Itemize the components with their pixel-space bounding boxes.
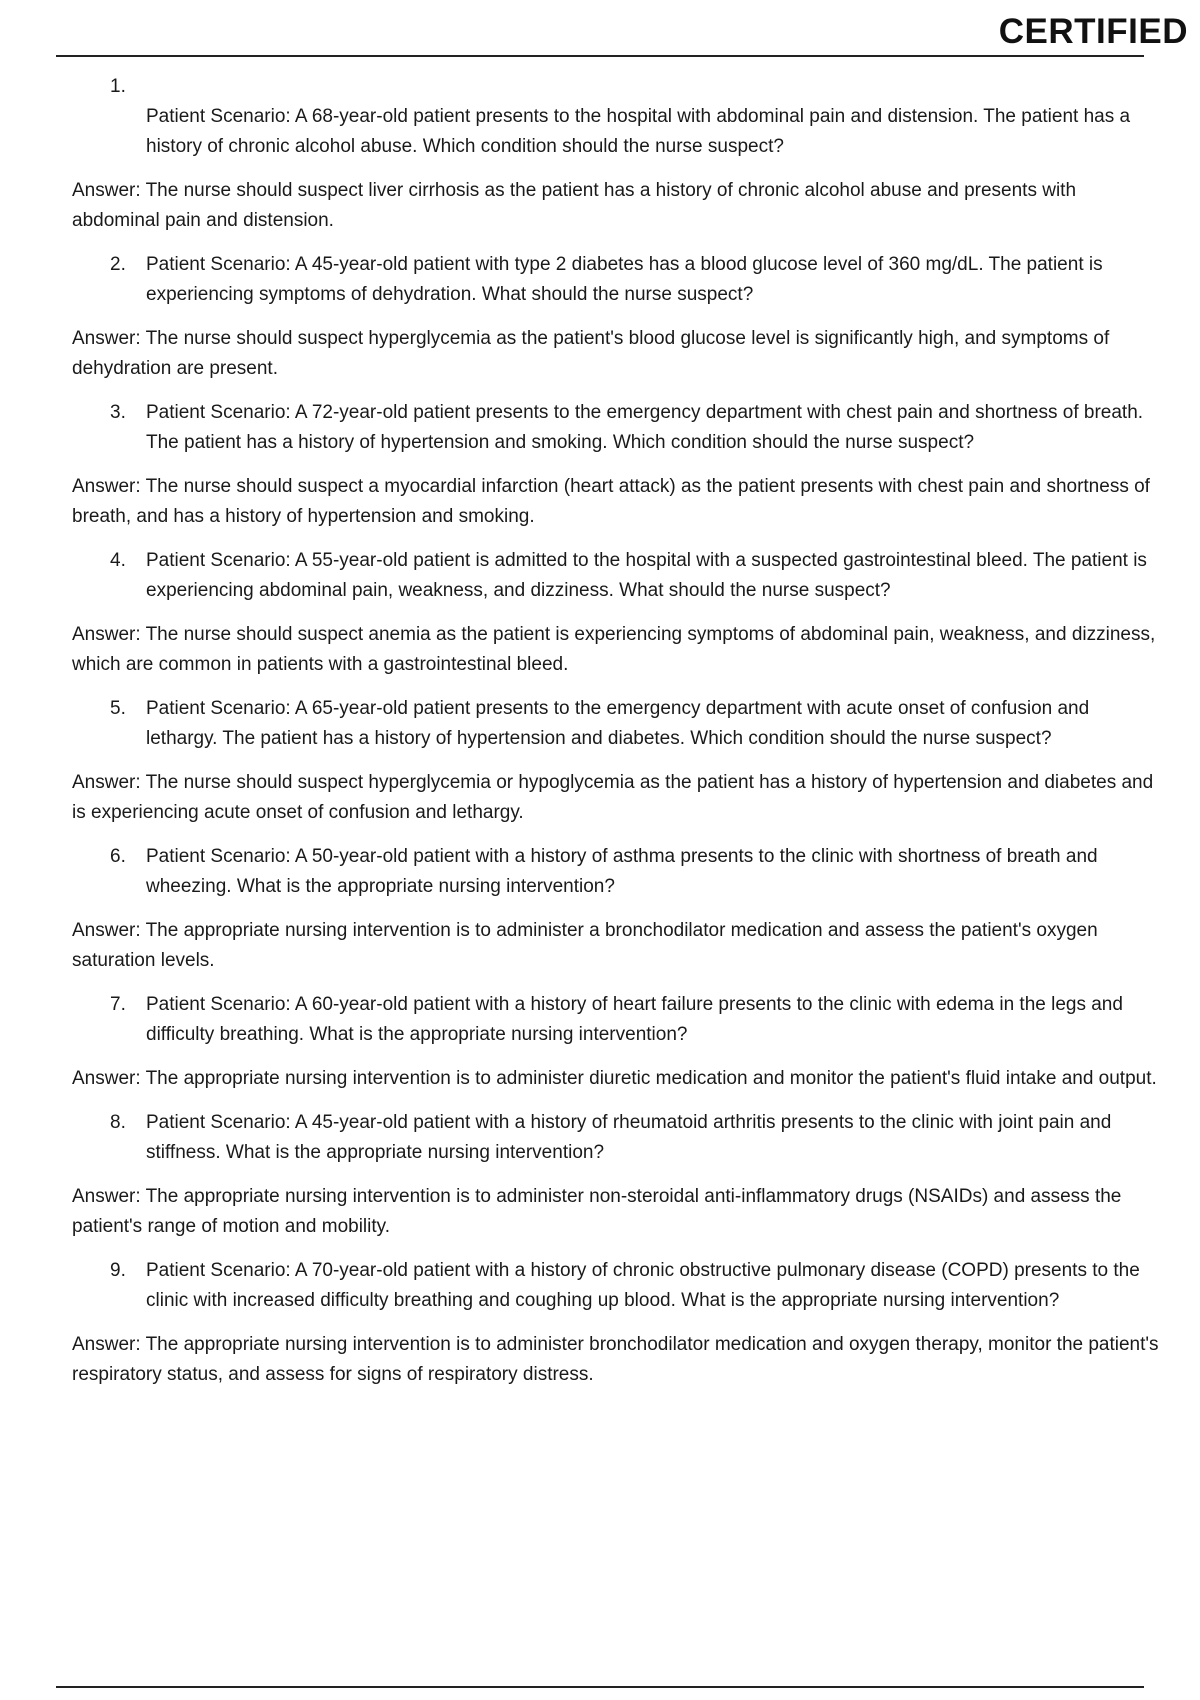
- question-number: 8.: [110, 1112, 126, 1133]
- qa-item-7: [72, 990, 1164, 1094]
- question-4: [72, 546, 1164, 606]
- answer-1: Answer: The nurse should suspect liver cirrhosis as the patient has a history of chronic alcohol abuse and presents with abdominal pain and distension.: [72, 180, 1077, 231]
- question-text: Patient Scenario: A 60-year-old patient with a history of heart failure presents to the clinic with edema in the legs and difficulty breathing. What is the appropriate nursing intervention?: [146, 994, 1123, 1045]
- question-number: 4.: [110, 550, 126, 571]
- answer-6: Answer: The appropriate nursing intervention is to administer a bronchodilator medication and assess the patient's oxygen saturation levels.: [72, 920, 1098, 971]
- question-text: Patient Scenario: A 68-year-old patient presents to the hospital with abdominal pain and distension. The patient has a history of chronic alcohol abuse. Which condition should the nurse suspect?: [146, 106, 1131, 157]
- question-8: [72, 1108, 1164, 1168]
- question-text: Patient Scenario: A 50-year-old patient with a history of asthma presents to the clinic with shortness of breath and wheezing. What is the appropriate nursing intervention?: [146, 846, 1098, 897]
- qa-item-2: [72, 250, 1164, 384]
- answer-9: Answer: The appropriate nursing intervention is to administer bronchodilator medication and oxygen therapy, monitor the patient's respiratory status, and assess for signs of respiratory distress.: [72, 1334, 1159, 1385]
- answer-3: Answer: The nurse should suspect a myocardial infarction (heart attack) as the patient presents with chest pain and shortness of breath, and has a history of hypertension and smoking.: [72, 476, 1150, 527]
- answer-7: Answer: The appropriate nursing intervention is to administer diuretic medication and monitor the patient's fluid intake and output.: [72, 1068, 1157, 1089]
- qa-item-1: [72, 72, 1164, 236]
- header-title: CERTIFIED: [998, 12, 1188, 51]
- qa-item-3: [72, 398, 1164, 532]
- question-text: Patient Scenario: A 70-year-old patient with a history of chronic obstructive pulmonary disease (COPD) presents to the clinic with increased difficulty breathing and coughing up blood. What is the appropriate nursing intervention?: [146, 1260, 1140, 1311]
- question-text: Patient Scenario: A 45-year-old patient with type 2 diabetes has a blood glucose level of 360 mg/dL. The patient is experiencing symptoms of dehydration. What should the nurse suspect?: [146, 254, 1103, 305]
- question-text: Patient Scenario: A 45-year-old patient with a history of rheumatoid arthritis presents to the clinic with joint pain and stiffness. What is the appropriate nursing intervention?: [146, 1112, 1112, 1163]
- qa-item-5: [72, 694, 1164, 828]
- question-3: [72, 398, 1164, 458]
- answer-5: Answer: The nurse should suspect hyperglycemia or hypoglycemia as the patient has a history of hypertension and diabetes and is experiencing acute onset of confusion and lethargy.: [72, 772, 1154, 823]
- question-number: 2.: [110, 254, 126, 275]
- question-text: Patient Scenario: A 65-year-old patient presents to the emergency department with acute onset of confusion and lethargy. The patient has a history of hypertension and diabetes. Which condition should the nurse suspect?: [146, 698, 1090, 749]
- qa-item-4: [72, 546, 1164, 680]
- question-9: [72, 1256, 1164, 1316]
- header-divider: [56, 55, 1144, 57]
- question-number: 6.: [110, 846, 126, 867]
- answer-2: Answer: The nurse should suspect hyperglycemia as the patient's blood glucose level is significantly high, and symptoms of dehydration are present.: [72, 328, 1110, 379]
- question-5: [72, 694, 1164, 754]
- question-2: [72, 250, 1164, 310]
- document-body: [72, 72, 1164, 1404]
- question-1: [72, 72, 1164, 162]
- question-number: 5.: [110, 698, 126, 719]
- answer-4: Answer: The nurse should suspect anemia as the patient is experiencing symptoms of abdominal pain, weakness, and dizziness, which are common in patients with a gastrointestinal bleed.: [72, 624, 1156, 675]
- qa-item-6: [72, 842, 1164, 976]
- question-text: Patient Scenario: A 55-year-old patient is admitted to the hospital with a suspected gastrointestinal bleed. The patient is experiencing abdominal pain, weakness, and dizziness. What should the nurse suspect?: [146, 550, 1147, 601]
- question-7: [72, 990, 1164, 1050]
- question-text: Patient Scenario: A 72-year-old patient presents to the emergency department with chest pain and shortness of breath. The patient has a history of hypertension and smoking. Which condition should the nurse suspect?: [146, 402, 1144, 453]
- question-number: 3.: [110, 402, 126, 423]
- question-number: 1.: [110, 76, 126, 97]
- answer-8: Answer: The appropriate nursing intervention is to administer non-steroidal anti-inflammatory drugs (NSAIDs) and assess the patient's range of motion and mobility.: [72, 1186, 1122, 1237]
- qa-item-8: [72, 1108, 1164, 1242]
- question-6: [72, 842, 1164, 902]
- question-number: 7.: [110, 994, 126, 1015]
- footer-divider: [56, 1686, 1144, 1688]
- qa-item-9: [72, 1256, 1164, 1390]
- question-number: 9.: [110, 1260, 126, 1281]
